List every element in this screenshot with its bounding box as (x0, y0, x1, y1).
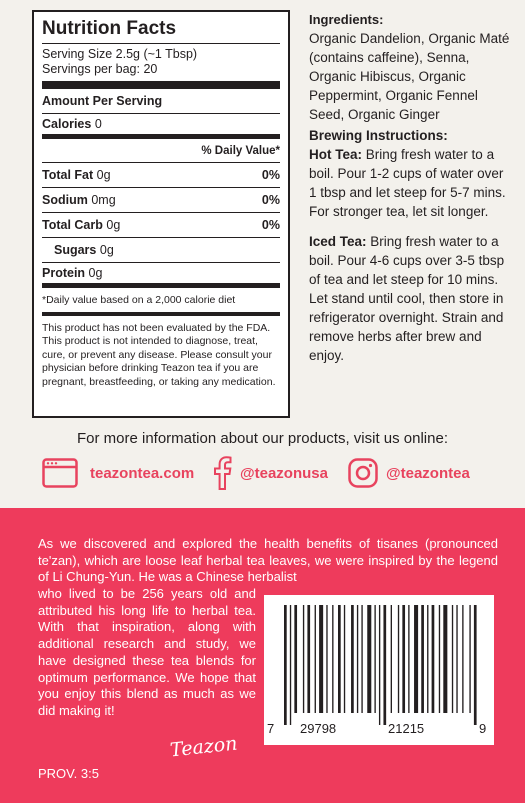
barcode-digits-right: 21215 (388, 721, 425, 736)
verse-reference: PROV. 3:5 (38, 766, 99, 781)
nutrient-row-fat (42, 163, 280, 188)
amount-per-serving-row (42, 89, 280, 114)
nutrient-amount: 0g (88, 266, 103, 280)
daily-value-footnote: *Daily value based on a 2,000 calorie diet (42, 288, 280, 316)
barcode-bars (274, 605, 484, 725)
barcode-digit-last: 9 (479, 721, 487, 736)
nutrient-label: Protein (42, 266, 86, 280)
info-line: For more information about our products, visit us online: (76, 430, 448, 447)
barcode-bar (408, 605, 409, 713)
fda-disclaimer: This product has not been evaluated by the FDA. This product is not intended to diagnose, treat, cure, or prevent any disease. Please consult your physician before drinking Teazon tea if you are pregnant, breastfeeding, or taking any medication. (42, 322, 276, 388)
barcode-bar (398, 605, 399, 713)
barcode-bar (326, 605, 327, 713)
hot-tea-instructions (309, 145, 514, 221)
nutrient-row-sodium (42, 188, 280, 213)
barcode-bar (432, 605, 435, 713)
facebook-icon (212, 456, 232, 490)
barcode-bar (383, 605, 386, 725)
barcode-bar (439, 605, 440, 713)
barcode-bar (443, 605, 447, 713)
daily-value-header: % Daily Value* (42, 139, 280, 163)
iced-tea-text: Bring fresh water to a boil. Pour 4-6 cups over 3-5 tbsp of tea and let steep for 10 mins. Let stand until cool, then store in refrigerator overnight. Strain and remove herbs after brew and enjoy. (309, 234, 505, 363)
servings-per-bag: Servings per bag: 20 (42, 62, 158, 76)
barcode-bar (307, 605, 310, 713)
calories-value: 0 (94, 117, 102, 131)
barcode-bar (351, 605, 354, 713)
browser-window-icon (42, 458, 78, 488)
hot-tea-text: Bring fresh water to a boil. Pour 1-2 cups of water over 1 tbsp and let steep for 5-7 mins. For stronger tea, let sit longer. (309, 147, 506, 219)
website-link[interactable] (42, 458, 194, 488)
nutrient-row-carb (42, 213, 280, 238)
barcode-bar (294, 605, 297, 713)
barcode-bar (402, 605, 405, 713)
barcode-bar (452, 605, 453, 713)
barcode-bar (361, 605, 362, 713)
serving-info (42, 44, 280, 89)
story-band (0, 508, 525, 803)
teazon-signature: Teazon (169, 732, 239, 762)
barcode-bar (474, 605, 477, 725)
instagram-icon (348, 458, 378, 488)
nutrient-dv: 0% (261, 193, 280, 207)
amount-per-serving: Amount Per Serving (42, 94, 163, 108)
barcode-bar (462, 605, 463, 713)
instagram-text: @teazontea (386, 464, 470, 482)
nutrient-amount: 0g (99, 243, 114, 257)
barcode-digit-first: 7 (267, 721, 275, 736)
ingredients-heading: Ingredients: (309, 12, 384, 27)
barcode-bar (284, 605, 287, 725)
ingredients-text: Organic Dandelion, Organic Maté (contains caffeine), Senna, Organic Hibiscus, Organic Peppermint, Organic Fennel Seed, Organic Ginger (309, 31, 510, 122)
nutrient-label: Total Fat (42, 168, 94, 182)
barcode-bar (315, 605, 316, 713)
barcode-digits-left: 29798 (300, 721, 337, 736)
nutrient-amount: 0g (106, 218, 121, 232)
barcode-bar (367, 605, 371, 713)
ingredients-and-brewing (309, 10, 514, 365)
nutrient-label: Sugars (54, 243, 97, 257)
hot-tea-label: Hot Tea: (309, 147, 362, 162)
nutrient-amount: 0g (96, 168, 111, 182)
nutrient-row-sugars (42, 238, 280, 263)
serving-size: Serving Size 2.5g (~1 Tbsp) (42, 47, 198, 61)
story-paragraph-top: As we discovered and explored the health benefits of tisanes (pronounced te'zan), which are loose leaf herbal tea leaves, we were inspired by the legend of Li Chung-Yun. He was a Chinese herbalist (38, 536, 498, 585)
barcode-bar (332, 605, 333, 713)
barcode-bar (303, 605, 304, 713)
facebook-text: @teazonusa (240, 464, 328, 482)
nutrition-facts-panel (32, 10, 290, 418)
nutrient-label: Total Carb (42, 218, 103, 232)
nutrition-title: Nutrition Facts (42, 12, 280, 44)
barcode-bar (319, 605, 323, 713)
barcode (264, 595, 494, 745)
nutrient-label: Sodium (42, 193, 88, 207)
iced-tea-label: Iced Tea: (309, 234, 367, 249)
barcode-bar (391, 605, 392, 713)
calories-label: Calories (42, 117, 92, 131)
instagram-link[interactable] (348, 458, 470, 488)
barcode-bar (379, 605, 380, 725)
barcode-bar (414, 605, 418, 713)
barcode-bar (421, 605, 424, 713)
barcode-bar (469, 605, 470, 713)
iced-tea-instructions (309, 232, 514, 365)
barcode-bar (338, 605, 341, 713)
story-paragraph-left: who lived to be 256 years old and attributed his long life to herbal tea. With that inspiration, along with additional research and study, we have designed these tea blends for optimum performance. We hope that you enjoy this blend as much as we did making it! (38, 586, 256, 718)
website-text: teazontea.com (90, 464, 195, 482)
nutrient-dv: 0% (261, 218, 280, 232)
barcode-bar (456, 605, 457, 713)
facebook-link[interactable] (212, 456, 328, 490)
barcode-bar (374, 605, 375, 713)
nutrient-amount: 0mg (91, 193, 116, 207)
social-links (0, 455, 525, 495)
brewing-heading: Brewing Instructions: (309, 128, 448, 143)
barcode-bar (357, 605, 358, 713)
barcode-bar (344, 605, 345, 713)
nutrient-row-protein (42, 263, 280, 288)
calories-row (42, 114, 280, 139)
barcode-bar (427, 605, 428, 713)
barcode-bar (290, 605, 291, 725)
nutrient-dv: 0% (261, 168, 280, 182)
